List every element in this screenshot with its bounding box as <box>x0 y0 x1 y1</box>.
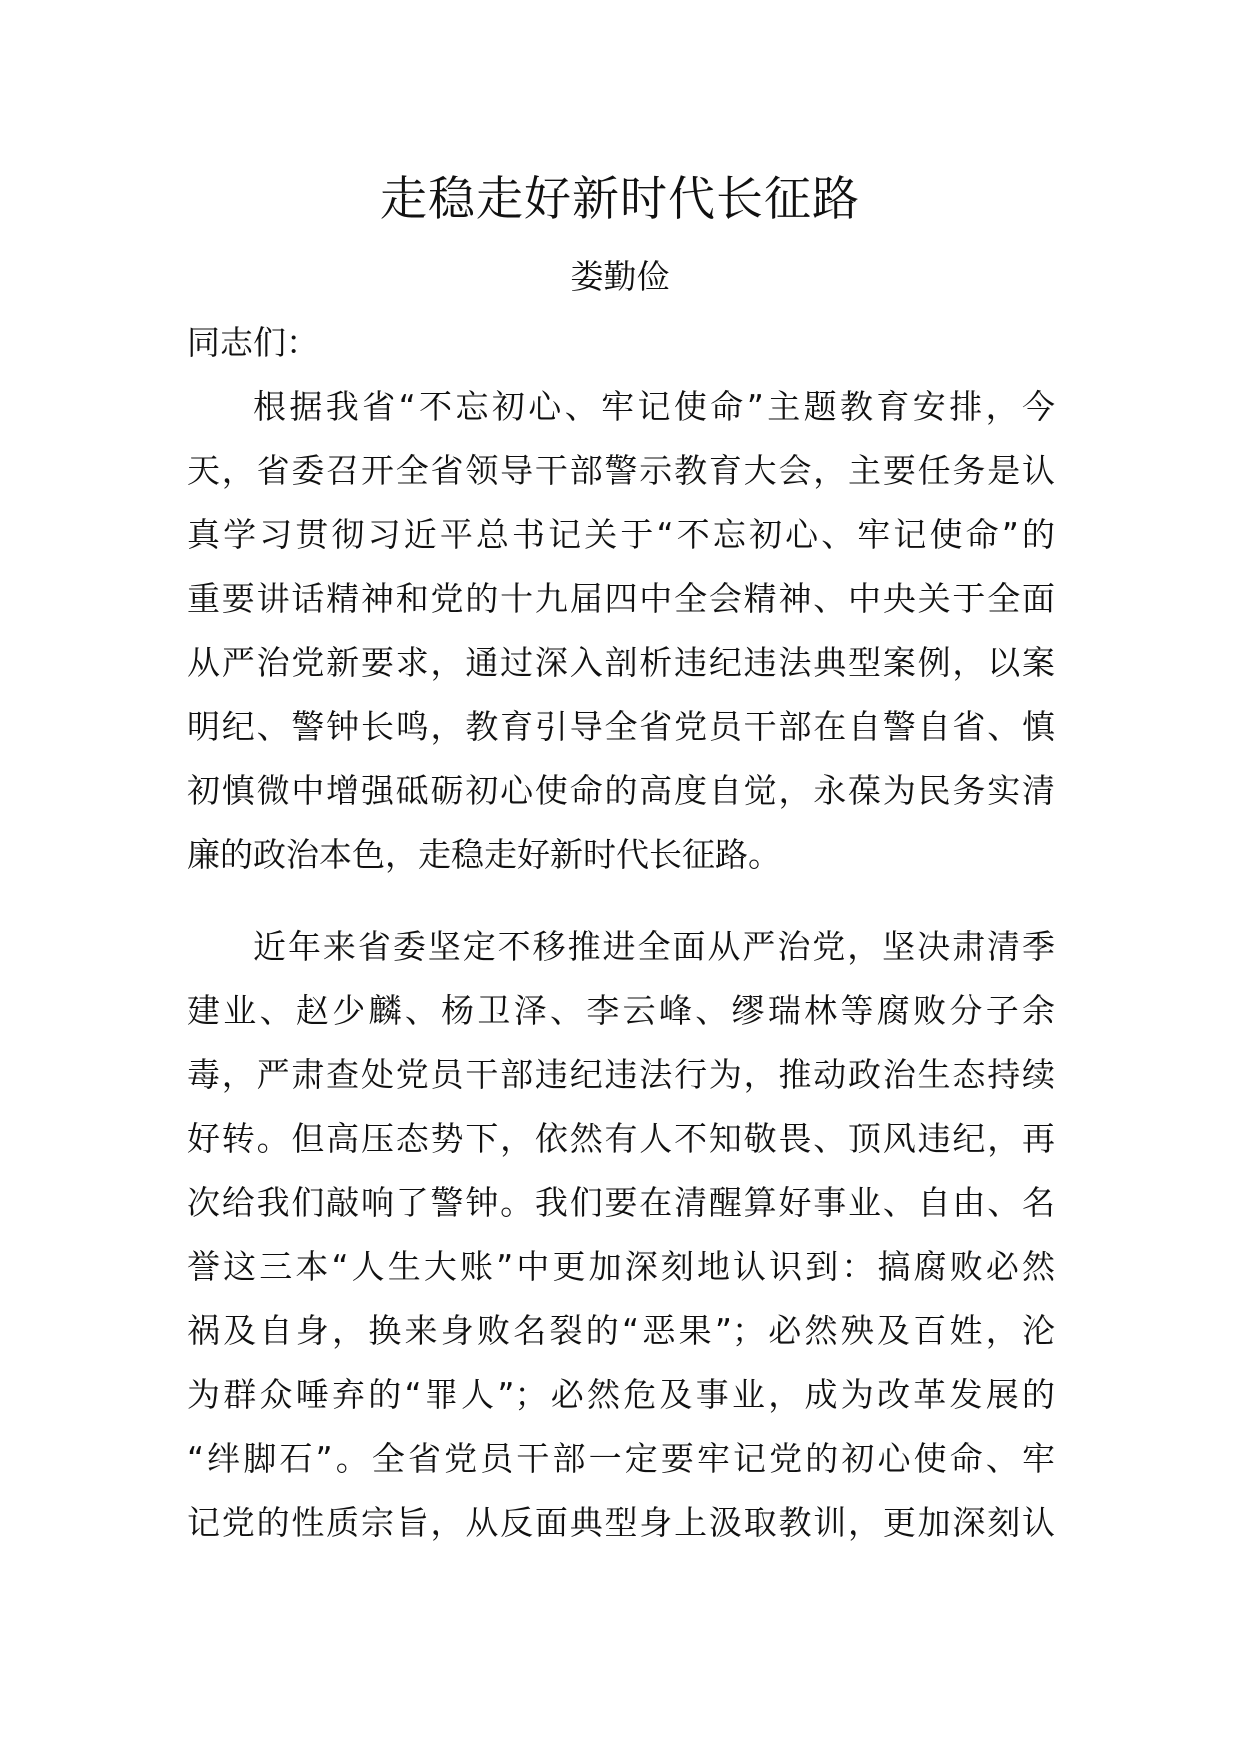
paragraph-2 <box>187 915 1055 1555</box>
text-line: 近年来省委坚定不移推进全面从严治党，坚决肃清季 <box>253 927 1055 966</box>
text-line: 重要讲话精神和党的十九届四中全会精神、中央关于全面 <box>187 579 1055 618</box>
text-line: 真学习贯彻习近平总书记关于“不忘初心、牢记使命”的 <box>187 515 1055 554</box>
text-line: 初慎微中增强砥砺初心使命的高度自觉，永葆为民务实清 <box>187 771 1055 810</box>
text-line: 廉的政治本色，走稳走好新时代长征路。 <box>187 835 781 874</box>
document-author: 娄勤俭 <box>570 257 670 296</box>
text-line: 好转。但高压态势下，依然有人不知敬畏、顶风违纪，再 <box>187 1119 1055 1158</box>
text-line: 建业、赵少麟、杨卫泽、李云峰、缪瑞林等腐败分子余 <box>187 991 1055 1030</box>
text-line: “绊脚石”。全省党员干部一定要牢记党的初心使命、牢 <box>187 1439 1055 1478</box>
salutation: 同志们： <box>187 323 319 362</box>
text-line: 为群众唾弃的“罪人”；必然危及事业，成为改革发展的 <box>187 1375 1055 1414</box>
text-line: 天，省委召开全省领导干部警示教育大会，主要任务是认 <box>187 451 1055 490</box>
text-line: 根据我省“不忘初心、牢记使命”主题教育安排，今 <box>253 387 1055 426</box>
text-line: 次给我们敲响了警钟。我们要在清醒算好事业、自由、名 <box>187 1183 1055 1222</box>
paragraph-1 <box>187 375 1055 887</box>
document-title: 走稳走好新时代长征路 <box>380 172 860 227</box>
text-line: 祸及自身，换来身败名裂的“恶果”；必然殃及百姓，沦 <box>187 1311 1055 1350</box>
text-line: 从严治党新要求，通过深入剖析违纪违法典型案例，以案 <box>187 643 1055 682</box>
text-line: 明纪、警钟长鸣，教育引导全省党员干部在自警自省、慎 <box>187 707 1055 746</box>
text-line: 毒，严肃查处党员干部违纪违法行为，推动政治生态持续 <box>187 1055 1055 1094</box>
text-line: 记党的性质宗旨，从反面典型身上汲取教训，更加深刻认 <box>187 1503 1055 1542</box>
text-line: 誉这三本“人生大账”中更加深刻地认识到：搞腐败必然 <box>187 1247 1055 1286</box>
